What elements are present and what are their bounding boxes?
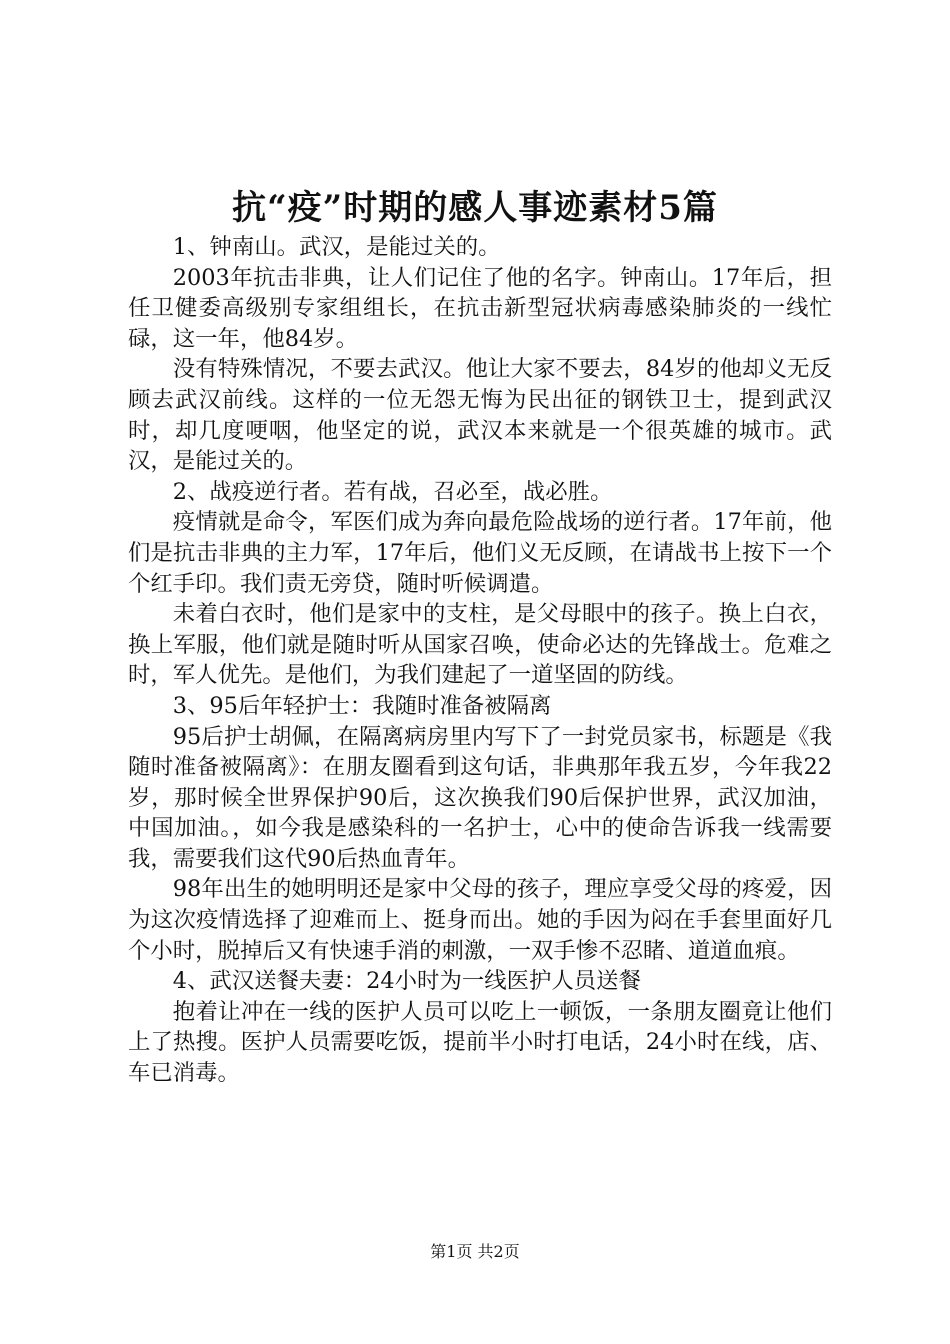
paragraph: 抱着让冲在一线的医护人员可以吃上一顿饭，一条朋友圈竟让他们上了热搜。医护人员需要吃饭，提前半小时打电话，24小时在线，店、车已消毒。 [128, 998, 832, 1087]
page-number-footer: 第1页 共2页 [430, 1242, 520, 1261]
paragraph: 98年出生的她明明还是家中父母的孩子，理应享受父母的疼爱，因为这次疫情选择了迎难而上、挺身而出。她的手因为闷在手套里面好几个小时，脱掉后又有快速手消的刺激，一双手惨不忍睹、道道血痕。 [128, 876, 832, 964]
section-heading-1: 1、钟南山。武汉，是能过关的。 [172, 234, 501, 260]
document-body [128, 232, 832, 1089]
paragraph: 疫情就是命令，军医们成为奔向最危险战场的逆行者。17年前，他们是抗击非典的主力军，17年后，他们义无反顾，在请战书上按下一个个红手印。我们责无旁贷，随时听候调遣。 [128, 509, 832, 597]
section-heading-4: 4、武汉送餐夫妻：24小时为一线医护人员送餐 [172, 968, 641, 995]
paragraph: 没有特殊情况，不要去武汉。他让大家不要去，84岁的他却义无反顾去武汉前线。这样的一位无怨无悔为民出征的钢铁卫士，提到武汉时，却几度哽咽，他坚定的说，武汉本来就是一个很英雄的城市。武汉，是能过关的。 [128, 356, 832, 475]
section-heading-2: 2、战疫逆行者。若有战，召必至，战必胜。 [172, 478, 613, 505]
paragraph: 95后护士胡佩，在隔离病房里内写下了一封党员家书，标题是《我随时准备被隔离》：在朋友圈看到这句话，非典那年我五岁，今年我22岁，那时候全世界保护90后，这次换我们90后保护世界，武汉加油，中国加油。，如今我是感染科的一名护士，心中的使命告诉我一线需要我，需要我们这代90后热血青年。 [128, 723, 832, 872]
paragraph: 未着白衣时，他们是家中的支柱，是父母眼中的孩子。换上白衣，换上军服，他们就是随时听从国家召唤，使命必达的先锋战士。危难之时，军人优先。是他们，为我们建起了一道坚固的防线。 [128, 601, 832, 689]
document-title: 抗“疫”时期的感人事迹素材5篇 [232, 188, 718, 228]
paragraph: 2003年抗击非典，让人们记住了他的名字。钟南山。17年后，担任卫健委高级别专家组组长，在抗击新型冠状病毒感染肺炎的一线忙碌，这一年，他84岁。 [128, 264, 832, 352]
section-heading-3: 3、95后年轻护士：我随时准备被隔离 [172, 692, 552, 719]
